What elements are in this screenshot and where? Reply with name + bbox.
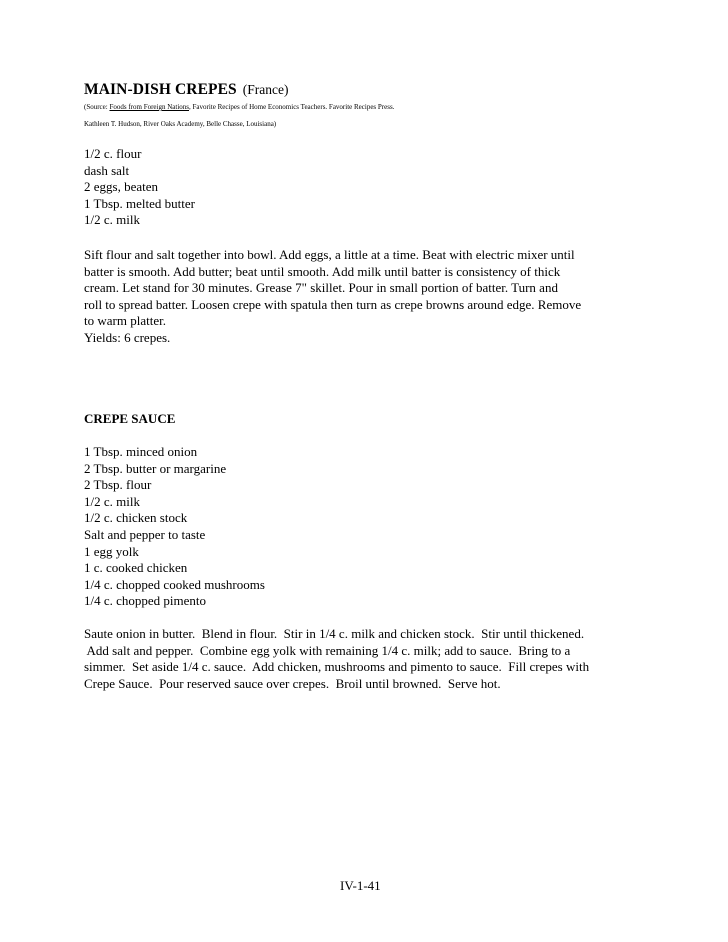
recipe-source-line-1 — [84, 103, 394, 112]
ingredient-line: 1/2 c. milk — [84, 212, 140, 228]
recipe-origin: (France) — [242, 82, 289, 97]
direction-line: Add salt and pepper. Combine egg yolk with remaining 1/4 c. milk; add to sauce. Bring to a — [84, 642, 571, 658]
source-rest: , Favorite Recipes of Home Economics Teachers. Favorite Recipes Press. — [189, 103, 395, 111]
document-page — [84, 0, 684, 942]
ingredient-line: 1/2 c. flour — [84, 146, 142, 161]
ingredient-line: 2 Tbsp. butter or margarine — [84, 460, 227, 476]
yield-line: Yields: 6 crepes. — [84, 329, 171, 345]
ingredient-line: 2 eggs, beaten — [84, 179, 159, 195]
recipe-source-line-2: Kathleen T. Hudson, River Oaks Academy, Belle Chasse, Louisiana) — [84, 120, 277, 128]
ingredient-line: 1/4 c. chopped cooked mushrooms — [84, 576, 265, 592]
page-number: IV-1-41 — [340, 878, 381, 893]
ingredient-line: 1 Tbsp. melted butter — [84, 195, 195, 211]
recipe-title-line — [84, 81, 288, 99]
sauce-title: CREPE SAUCE — [84, 411, 176, 426]
source-prefix: (Source: — [84, 103, 110, 111]
ingredient-line: 2 Tbsp. flour — [84, 477, 152, 493]
direction-line: Saute onion in butter. Blend in flour. Stir in 1/4 c. milk and chicken stock. Stir until thickened. — [84, 626, 585, 641]
ingredient-line: 1/2 c. milk — [84, 493, 140, 509]
ingredient-line: 1 Tbsp. minced onion — [84, 444, 198, 459]
direction-line: batter is smooth. Add butter; beat until smooth. Add milk until batter is consistency of thick — [84, 263, 561, 279]
direction-line: Sift flour and salt together into bowl. Add eggs, a little at a time. Beat with electric mixer until — [84, 247, 575, 262]
sauce-directions — [84, 626, 589, 692]
direction-line: cream. Let stand for 30 minutes. Grease 7" skillet. Pour in small portion of batter. Turn and — [84, 280, 558, 296]
ingredient-line: 1 egg yolk — [84, 543, 139, 559]
direction-line: Crepe Sauce. Pour reserved sauce over crepes. Broil until browned. Serve hot. — [84, 675, 501, 691]
ingredient-line: 1/4 c. chopped pimento — [84, 593, 207, 609]
crepe-ingredients-list — [84, 146, 195, 229]
ingredient-line: 1/2 c. chicken stock — [84, 510, 188, 526]
ingredient-line: Salt and pepper to taste — [84, 526, 206, 542]
direction-line: simmer. Set aside 1/4 c. sauce. Add chicken, mushrooms and pimento to sauce. Fill crepes with — [84, 659, 590, 675]
direction-line: roll to spread batter. Loosen crepe with spatula then turn as crepe browns around edge. Remove — [84, 296, 582, 312]
ingredient-line: 1 c. cooked chicken — [84, 560, 188, 576]
source-book-title: Foods from Foreign Nations — [109, 103, 189, 111]
direction-line: to warm platter. — [84, 313, 166, 329]
ingredient-line: dash salt — [84, 162, 130, 178]
recipe-title: MAIN-DISH CREPES — [84, 81, 237, 98]
sauce-ingredients-list — [84, 444, 265, 610]
crepe-directions — [84, 247, 581, 347]
